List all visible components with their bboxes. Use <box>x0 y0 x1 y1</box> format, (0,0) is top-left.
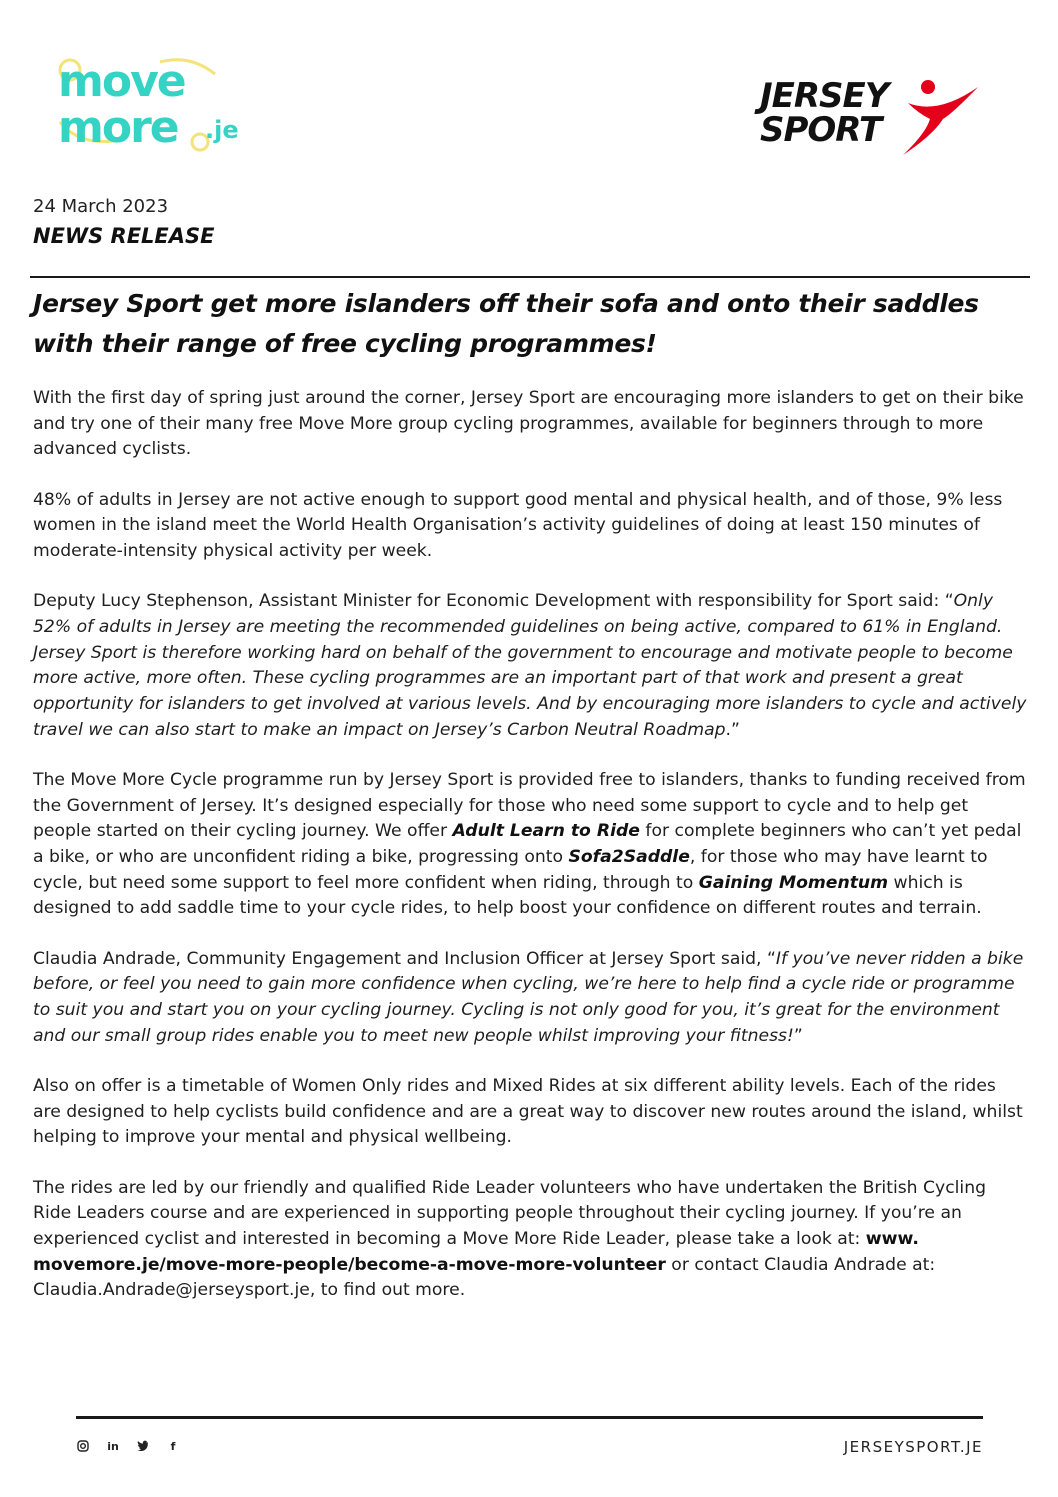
article-body <box>33 386 1028 1329</box>
deputy-quote-text: Only 52% of adults in Jersey are meeting the recommended guidelines on being active, compared to 61% in England. Jersey Sport is therefore working hard on behalf of the government to encourage and motivate people to become more active, more often. These cycling programmes are an important part of that work and present a great opportunity for islanders to get involved at various levels. And by encouraging more islanders to cycle and actively travel we can also start to make an impact on Jersey’s Carbon Neutral Roadmap <box>33 591 1027 740</box>
news-release-label: NEWS RELEASE <box>33 224 215 248</box>
logo-line-jersey: JERSEY <box>760 76 889 116</box>
paragraph-ride-leaders <box>33 1176 1028 1305</box>
svg-text:move: move <box>58 56 185 107</box>
jersey-sport-wordmark <box>760 76 889 150</box>
footer-website[interactable]: JERSEYSPORT.JE <box>843 1438 983 1456</box>
twitter-icon[interactable] <box>136 1440 150 1454</box>
paragraph-programmes <box>33 768 1028 922</box>
headline: Jersey Sport get more islanders off their sofa and onto their saddles with their range of free cycling programmes! <box>33 289 979 358</box>
svg-text:.je: .je <box>205 116 239 144</box>
jersey-sport-logo <box>760 75 985 157</box>
programmes-text-c: , for those who may have learnt to cycle, but need some support to feel more confident when riding, through to <box>33 847 988 893</box>
paragraph-intro: With the first day of spring just around the corner, Jersey Sport are encouraging more islanders to get on their bike and try one of their many free Move More group cycling programmes, available for beginners through to more advanced cyclists. <box>33 388 1024 460</box>
programmes-text-d: which is designed to add saddle time to your cycle rides, to help boost your confidence on different routes and terrain. <box>33 872 982 919</box>
programmes-text-b: for complete beginners who can’t yet pedal a bike, or who are unconfident riding a bike, progressing onto <box>33 821 1022 868</box>
programme-adult-learn-to-ride: Adult Learn to Ride <box>452 821 640 842</box>
paragraph-deputy-quote <box>33 589 1028 743</box>
move-more-logo <box>50 52 260 152</box>
logo-line-sport: SPORT <box>760 110 882 150</box>
release-date: 24 March 2023 <box>33 196 169 217</box>
move-more-logo-graphic <box>50 52 260 152</box>
paragraph-rides-timetable: Also on offer is a timetable of Women Only rides and Mixed Rides at six different ability levels. Each of the rides are designed to help cyclists build confidence and are a great way to discover new routes around the island, whilst helping to improve your mental and physical wellbeing. <box>33 1075 1023 1148</box>
paragraph-statistics: 48% of adults in Jersey are not active enough to support good mental and physical health, and of those, 9% less women in the island meet the World Health Organisation’s activity guidelines of doing at least 150 minutes of moderate-intensity physical activity per week. <box>33 489 1003 562</box>
header-divider <box>30 276 1030 278</box>
svg-text:more: more <box>58 102 178 152</box>
volunteer-link[interactable]: www. movemore.je/move-more-people/become-a-move-more-volunteer <box>33 1228 919 1275</box>
ride-leaders-text-b: or contact Claudia Andrade at: Claudia.Andrade@jerseysport.je, to find out more. <box>33 1254 936 1301</box>
facebook-icon[interactable]: f <box>170 1440 176 1453</box>
footer-divider <box>76 1416 983 1419</box>
runner-mark-icon <box>898 75 983 157</box>
linkedin-icon[interactable]: in <box>107 1440 119 1453</box>
deputy-quote-intro: Deputy Lucy Stephenson, Assistant Minister for Economic Development with responsibility for Sport said: “ <box>33 591 954 612</box>
social-links <box>76 1440 180 1454</box>
officer-quote-intro: Claudia Andrade, Community Engagement and Inclusion Officer at Jersey Sport said, “ <box>33 948 776 969</box>
deputy-quote-end: .” <box>725 719 740 740</box>
officer-quote-text: If you’ve never ridden a bike before, or feel you need to gain more confidence when cycling, we’re here to help find a cycle ride or programme to suit you and start you on your cycling journey. Cycling is not only good for you, it’s great for the environment and our small group rides enable you to meet new people whilst improving your fitness! <box>33 948 1024 1046</box>
paragraph-officer-quote <box>33 947 1028 1050</box>
programmes-text-a: The Move More Cycle programme run by Jersey Sport is provided free to islanders, thanks to funding received from the Government of Jersey. It’s designed especially for those who need some support to cycle and to help get people started on their cycling journey. We offer <box>33 769 1026 842</box>
officer-quote-end: ” <box>793 1025 803 1046</box>
instagram-icon[interactable] <box>76 1440 90 1454</box>
programme-gaining-momentum: Gaining Momentum <box>698 872 889 893</box>
programme-sofa2saddle: Sofa2Saddle <box>568 847 690 868</box>
ride-leaders-text-a: The rides are led by our friendly and qualified Ride Leader volunteers who have undertaken the British Cycling Ride Leaders course and are experienced in supporting people throughout their cycling journey. If you’re an experienced cyclist and interested in becoming a Move More Ride Leader, please take a look at: <box>33 1177 987 1249</box>
